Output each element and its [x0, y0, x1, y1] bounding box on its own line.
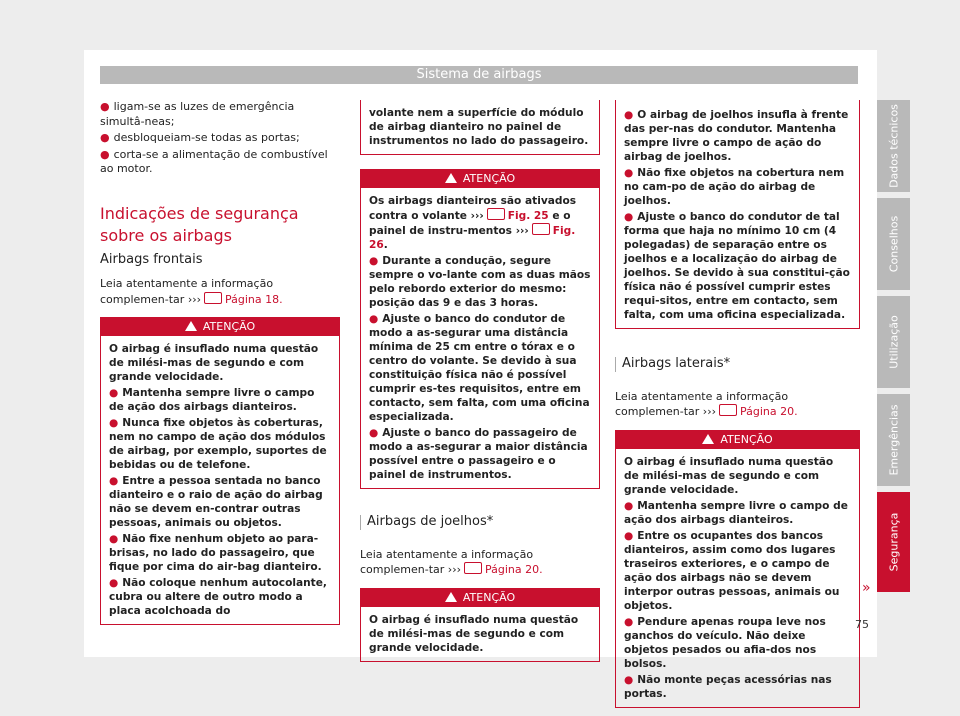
warning-box-continued [360, 100, 600, 155]
warning-intro: Os airbags dianteiros são ativados contra o volante ››› Fig. 25 e o painel de instru-mentos ››› Fig. 26. [369, 195, 577, 251]
book-icon [204, 292, 222, 304]
page-link[interactable]: Página 18. [225, 292, 283, 306]
tab-conselhos[interactable]: Conselhos [877, 198, 910, 290]
warning-icon [702, 434, 714, 444]
tab-seguranca[interactable]: Segurança [877, 492, 910, 592]
list-item: ● Mantenha sempre livre o campo de ação dos airbags dianteiros. [109, 387, 315, 413]
page-link[interactable]: Página 20. [485, 563, 543, 576]
warning-box [615, 430, 860, 708]
book-icon [719, 404, 737, 416]
warning-box [100, 317, 340, 625]
warning-intro: O airbag é insuflado numa questão de milési-mas de segundo e com grande velocidade. [624, 455, 834, 496]
list-item: ● Durante a condução, segure sempre o vo-lante com as duas mãos pelo rebordo exterior do mesmo: posição das 9 e das 3 horas. [369, 255, 591, 309]
tab-emergencias[interactable]: Emergências [877, 394, 910, 486]
book-icon [532, 223, 550, 235]
book-icon [464, 562, 482, 574]
column-1 [100, 100, 340, 633]
list-item: ● Entre a pessoa sentada no banco dianteiro e o raio de ação do airbag não se devem en-contrar outras pessoas, animais ou objetos. [109, 475, 323, 529]
column-2 [360, 100, 600, 670]
list-item: ● Não coloque nenhum autocolante, cubra ou altere de outro modo a placa acolchoada do [109, 577, 327, 617]
list-item: ● Não monte peças acessórias nas portas. [624, 673, 832, 700]
cross-reference: Leia atentamente a informação complemen-tar ››› Página 18. [100, 277, 283, 306]
page-header: Sistema de airbags [100, 66, 858, 84]
list-item: ● Entre os ocupantes dos bancos dianteiros, assim como dos lugares traseiros exteriores, e o campo de ação dos airbags não se devem interpor outras pessoas, animais ou objetos. [624, 529, 840, 612]
figure-link[interactable]: Fig. 25 [507, 210, 549, 222]
tab-utilizacao[interactable]: Utilização [877, 296, 910, 388]
list-item: ● Pendure apenas roupa leve nos ganchos do veículo. Não deixe objetos pesados ou afia-dos nos bolsos. [624, 615, 826, 670]
book-icon [487, 208, 505, 220]
warning-header: ATENÇÃO [361, 170, 599, 188]
warning-header: ATENÇÃO [616, 431, 859, 449]
list-item: ● Não fixe objetos na cobertura nem no cam-po de ação do airbag de joelhos. [624, 167, 845, 207]
warning-box-continued [615, 100, 860, 329]
page-link[interactable]: Página 20. [740, 405, 798, 418]
list-item: ● Mantenha sempre livre o campo de ação dos airbags dianteiros. [624, 499, 848, 526]
list-item: ● desbloqueiam-se todas as portas; [100, 131, 300, 144]
warning-continued-text: volante nem a superfície do módulo de airbag dianteiro no painel de instrumentos no lado do passageiro. [369, 107, 589, 147]
warning-intro: O airbag é insuflado numa questão de milési-mas de segundo e com grande velocidade. [109, 343, 319, 383]
list-item: ● ligam-se as luzes de emergência simultâ-neas; [100, 100, 295, 128]
list-item: ● corta-se a alimentação de combustível ao motor. [100, 147, 328, 175]
list-item: ● Nunca fixe objetos às coberturas, nem no campo de ação dos módulos de airbag, por exemplo, suportes de bebidas ou de telefone. [109, 417, 327, 471]
section-title: Indicações de segurança sobre os airbags [100, 203, 299, 245]
warning-icon [445, 173, 457, 183]
column-3 [615, 100, 860, 716]
warning-icon [185, 321, 197, 331]
warning-header: ATENÇÃO [361, 589, 599, 607]
figure-link[interactable]: Fig. 26 [369, 225, 576, 251]
list-item: ● Ajuste o banco do condutor de modo a as-segurar uma distância mínima de 25 cm entre o tórax e o centro do volante. Se devido à sua constituição física não é possível cumprir es-tes requisitos, entre em contacto, sem falta, com uma oficina especializada. [369, 313, 590, 423]
warning-box [360, 588, 600, 662]
list-item: ● Ajuste o banco do condutor de tal forma que haja no mínimo 10 cm (4 polegadas) de separação entre os joelhos e a localização do airbag de joelhos. Se devido à sua constitui-ção física não é possível cumprir estes requi-sitos, entre em contacto, sem falta, com uma oficina especializada. [624, 211, 850, 321]
continue-icon: » [862, 580, 871, 596]
warning-intro: O airbag é insuflado numa questão de milési-mas de segundo e com grande velocidade. [369, 613, 579, 654]
list-item: ● O airbag de joelhos insufla à frente das per-nas do condutor. Mantenha sempre livre o campo de ação do airbag de joelhos. [624, 109, 849, 163]
warning-header: ATENÇÃO [101, 318, 339, 336]
subsection-title: Airbags de joelhos* [360, 515, 600, 530]
list-item: ● Não fixe nenhum objeto ao para-brisas, no lado do passageiro, que fique por cima do air-bag dianteiro. [109, 533, 322, 573]
subsection-title: Airbags frontais [100, 251, 203, 267]
tab-dados-tecnicos[interactable]: Dados técnicos [877, 100, 910, 192]
warning-icon [445, 592, 457, 602]
page-number: 75 [855, 618, 869, 631]
cross-reference: Leia atentamente a informação complemen-tar ››› Página 20. [360, 547, 543, 576]
subsection-title: Airbags laterais* [615, 357, 860, 372]
cross-reference: Leia atentamente a informação complemen-tar ››› Página 20. [615, 389, 798, 418]
warning-box [360, 169, 600, 489]
list-item: ● Ajuste o banco do passageiro de modo a as-segurar a maior distância possível entre o passageiro e o painel de instrumentos. [369, 427, 588, 481]
